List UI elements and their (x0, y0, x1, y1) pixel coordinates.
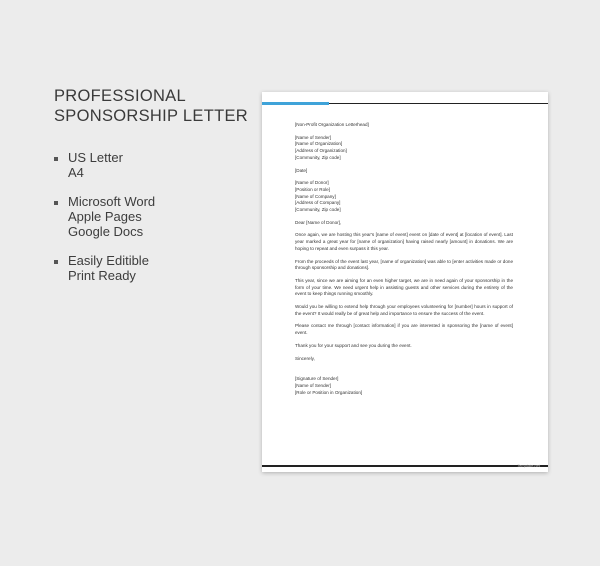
address-line: [Community, Zip code] (295, 154, 341, 160)
address-line: [Position or Role] (295, 186, 330, 192)
title-line: PROFESSIONAL (54, 87, 186, 105)
feature-group-formats (54, 150, 248, 180)
address-line: [Name of Sender] (295, 134, 332, 140)
bullet-icon (54, 157, 58, 161)
watermark: Template.net (517, 463, 540, 468)
feature-item: US Letter (68, 150, 123, 165)
address-line: [Name of Company] (295, 193, 336, 199)
letter-paragraph: Please contact me through [contact information] if you are interested in sponsoring the [name of event] event. (295, 323, 513, 336)
signature-line: [Role or Position in Organization] (295, 389, 363, 395)
signature-line: [Signature of Sender] (295, 376, 339, 382)
accent-bar (262, 102, 329, 105)
page-title (54, 86, 248, 126)
bullet-icon (54, 260, 58, 264)
feature-item: A4 (68, 165, 84, 180)
sender-address (295, 135, 513, 162)
address-line: [Community, Zip code] (295, 207, 341, 213)
salutation: Dear [Name of Donor], (295, 219, 342, 225)
address-line: [Name of Organization] (295, 141, 343, 147)
signature-line: [Name of Sender] (295, 382, 332, 388)
address-line: [Address of Organization] (295, 148, 347, 154)
feature-item: Print Ready (68, 268, 136, 283)
title-line: SPONSORSHIP LETTER (54, 107, 248, 125)
feature-group-editing (54, 253, 248, 283)
feature-item: Easily Editible (68, 253, 149, 268)
feature-item: Google Docs (68, 224, 144, 239)
address-line: [Name of Donor] (295, 180, 329, 186)
header-rule (329, 103, 548, 104)
letter-paragraph: Thank you for your support and see you during the event. (295, 342, 412, 348)
footer-rule (262, 465, 548, 467)
feature-item: Microsoft Word (68, 194, 156, 209)
product-description (54, 86, 248, 297)
letter-date: [Date] (295, 167, 308, 173)
recipient-address (295, 180, 513, 214)
letter-paragraph: From the proceeds of the event last year, [name of organization] was able to [enter activities made or done through sponsorship and donations]. (295, 258, 513, 271)
letter-preview (262, 92, 548, 472)
address-line: [Address of Company] (295, 200, 341, 206)
letterhead: [Non-Profit Organization Letterhead] (295, 122, 369, 127)
letter-paragraph: Would you be willing to extend help through your employees volunteering for [number] hours in support of the event? It would really be of great help and importance to ensure the success of the event. (295, 304, 513, 316)
feature-item: Apple Pages (68, 209, 142, 224)
bullet-icon (54, 201, 58, 205)
signature-block (295, 376, 513, 396)
letter-paragraph: Once again, we are hosting this year's [name of event] event on [date of event] at [location of event]. Last year marked a great year for [name of organization] having raised nearly [amount] in donations. We are hoping to repeat and even surpass it this year. (295, 232, 513, 251)
closing: Sincerely, (295, 355, 315, 361)
feature-list (54, 150, 248, 283)
letter-body (295, 122, 513, 402)
letter-paragraph: This year, since we are aiming for an even higher target, we are in need again of your sponsorship in the form of your time. We need urgent help in assisting guests and other services during the entirety of the event to keep things running smoothly. (295, 277, 513, 297)
feature-group-apps (54, 194, 248, 239)
